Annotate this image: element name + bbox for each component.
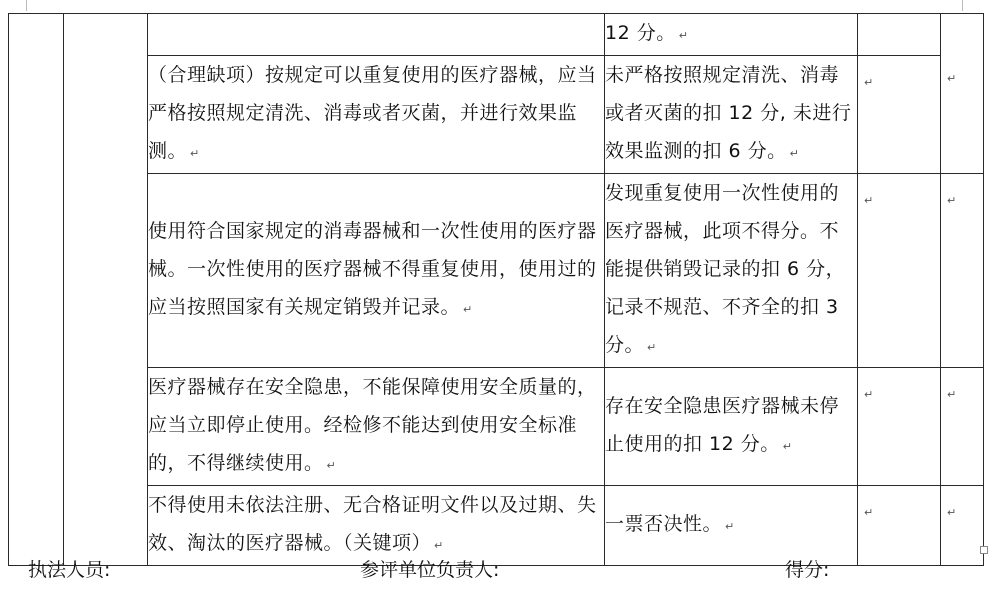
- paragraph-mark: ↵: [434, 539, 444, 552]
- paragraph-mark: ↵: [647, 341, 657, 354]
- item-cell[interactable]: [148, 368, 605, 486]
- rule-text: 一票否决性。: [605, 513, 723, 535]
- unit-head-label: 参评单位负责人:: [360, 559, 500, 581]
- paragraph-mark: ↵: [463, 303, 473, 316]
- score-cell[interactable]: [858, 368, 941, 486]
- score-label: 得分:: [785, 559, 830, 581]
- table-row: [9, 56, 984, 174]
- paragraph-mark: ↵: [782, 440, 792, 453]
- table-row: [9, 368, 984, 486]
- rule-cell[interactable]: [605, 14, 858, 56]
- paragraph-mark: ↵: [326, 459, 336, 472]
- signature-footer: [0, 552, 997, 588]
- rule-text: 未严格按照规定清洗、消毒或者灭菌的扣 12 分, 未进行效果监测的扣 6 分。: [605, 64, 852, 162]
- paragraph-mark: ↵: [864, 194, 874, 207]
- category-cell[interactable]: [9, 14, 64, 566]
- paragraph-mark: ↵: [725, 520, 735, 533]
- table-row: [9, 174, 984, 368]
- item-text: （合理缺项）按规定可以重复使用的医疗器械，应当严格按照规定清洗、消毒或者灭菌，并进行效果监测。: [148, 64, 597, 162]
- score-cell[interactable]: [858, 174, 941, 368]
- page-margin-marker-right: [962, 0, 963, 11]
- paragraph-mark: ↵: [947, 194, 957, 207]
- rule-cell[interactable]: [605, 174, 858, 368]
- item-text: 医疗器械存在安全隐患，不能保障使用安全质量的，应当立即停止使用。经检修不能达到使用安全标准的，不得继续使用。: [148, 376, 597, 474]
- paragraph-mark: ↵: [947, 388, 957, 401]
- rule-text: 12 分。: [605, 22, 676, 44]
- paragraph-mark: ↵: [190, 147, 200, 160]
- note-cell[interactable]: [941, 174, 984, 368]
- item-cell[interactable]: [148, 174, 605, 368]
- rule-cell[interactable]: [605, 368, 858, 486]
- score-cell[interactable]: [858, 14, 941, 56]
- rule-text: 存在安全隐患医疗器械未停止使用的扣 12 分。: [605, 395, 840, 455]
- subcategory-cell[interactable]: [64, 14, 148, 566]
- score-cell[interactable]: [858, 56, 941, 174]
- page-margin-marker-left: [26, 0, 27, 11]
- paragraph-mark: ↵: [864, 388, 874, 401]
- note-cell[interactable]: [941, 14, 984, 174]
- paragraph-mark: ↵: [947, 72, 957, 85]
- item-text: 使用符合国家规定的消毒器械和一次性使用的医疗器械。一次性使用的医疗器械不得重复使用，使用过的应当按照国家有关规定销毁并记录。: [148, 220, 597, 318]
- rule-text: 发现重复使用一次性使用的医疗器械，此项不得分。不能提供销毁记录的扣 6 分，记录不规范、不齐全的扣 3 分。: [605, 182, 846, 356]
- item-cell[interactable]: [148, 14, 605, 56]
- note-cell[interactable]: [941, 368, 984, 486]
- table-row: [9, 14, 984, 56]
- paragraph-mark: ↵: [864, 76, 874, 89]
- paragraph-mark: ↵: [678, 29, 688, 42]
- paragraph-mark: ↵: [947, 506, 957, 519]
- inspection-table: [8, 13, 984, 566]
- paragraph-mark: ↵: [789, 147, 799, 160]
- paragraph-mark: ↵: [864, 506, 874, 519]
- rule-cell[interactable]: [605, 56, 858, 174]
- item-cell[interactable]: [148, 56, 605, 174]
- item-text: 不得使用未依法注册、无合格证明文件以及过期、失效、淘汰的医疗器械。（关键项）: [148, 494, 597, 554]
- enforcer-label: 执法人员:: [28, 559, 111, 581]
